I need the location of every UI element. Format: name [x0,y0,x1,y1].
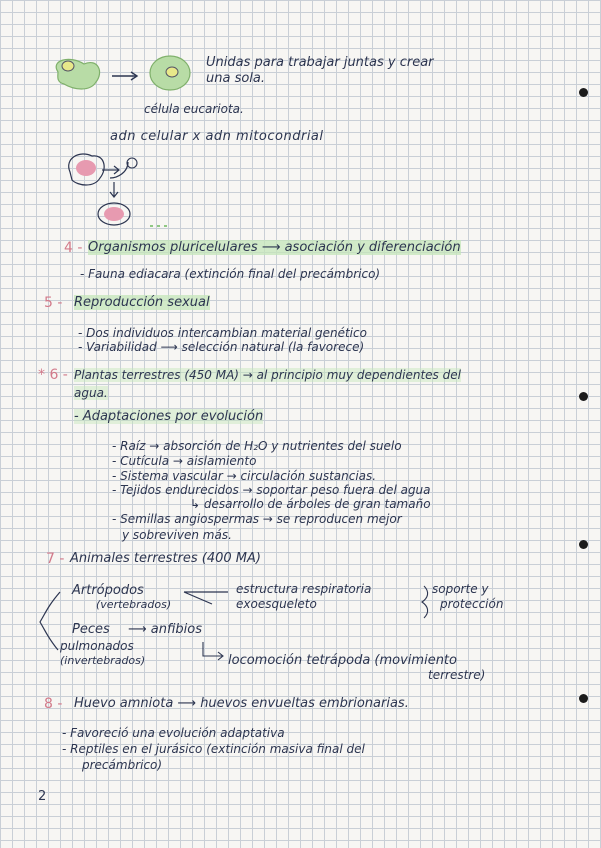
item-5-title: Reproducción sexual [74,295,210,310]
page-number: 2 [38,789,47,804]
item-8-number: 8 - [44,696,63,712]
support-label: soporte y [432,582,489,596]
arthropods-group: (vertebrados) [96,598,172,611]
item-6-title-cont: agua. [74,386,108,400]
mitochondria-drawing [69,154,167,226]
eukaryote-label: célula eucariota. [144,102,244,116]
item-8-title: Huevo amniota ⟶ huevos envueltas embrionarias. [74,696,409,711]
item-6-bullet: - Raíz → absorción de H₂O y nutrientes del suelo [112,439,402,453]
item-7-title: Animales terrestres (400 MA) [70,551,261,566]
item-7-number: 7 - [46,551,65,567]
amphibians-label: ⟶ anfibios [128,622,202,637]
cell-fusion-drawing [56,56,190,90]
exoskeleton: exoesqueleto [236,597,317,611]
item-8-bullet: - Reptiles en el jurásico (extinción masiva final del [62,742,365,756]
lungfish-group: (invertebrados) [60,654,146,667]
protection-label: protección [440,597,504,611]
item-4-title: Organismos pluricelulares ⟶ asociación y diferenciación [88,240,461,255]
item-6-bullet: - Cutícula → aislamiento [112,454,257,468]
item-5-bullet: - Variabilidad ⟶ selección natural (la favorece) [78,340,365,354]
item-6-bullet: - Tejidos endurecidos → soportar peso fuera del agua [112,483,431,497]
item-5-bullet: - Dos individuos intercambian material genético [78,326,367,340]
dna-line: adn celular x adn mitocondrial [110,129,324,144]
item-6-title: Plantas terrestres (450 MA) → al principio muy dependientes del [74,368,461,382]
item-6-bullet: ↳ desarrollo de árboles de gran tamaño [190,497,431,511]
engulfed-organelle [62,61,74,71]
terrestrial-label: terrestre) [428,668,486,682]
item-6-bullet: - Semillas angiospermas → se reproducen mejor [112,512,402,526]
locomotion-label: locomoción tetrápoda (movimiento [228,653,457,668]
lungfish-label: pulmonados [60,639,134,653]
item-6-number: * 6 - [38,367,68,383]
item-6-bullet: y sobreviven más. [122,528,232,542]
fish-label: Peces [72,622,110,637]
arthropods-label: Artrópodos [72,583,144,598]
item-8-bullet: precámbrico) [82,758,163,772]
item-4-bullet: - Fauna ediacara (extinción final del precámbrico) [80,267,381,281]
item-6-bullet: - Sistema vascular → circulación sustancias. [112,469,377,483]
item-4-number: 4 - [64,240,83,256]
fusion-note-line-2: una sola. [206,71,266,86]
item-6-sub: - Adaptaciones por evolución [74,409,264,424]
item-5-number: 5 - [44,295,63,311]
respiratory-structure: estructura respiratoria [236,582,372,596]
fusion-note-line-1: Unidas para trabajar juntas y crear [206,55,434,70]
item-8-bullet: - Favoreció una evolución adaptativa [62,726,285,740]
